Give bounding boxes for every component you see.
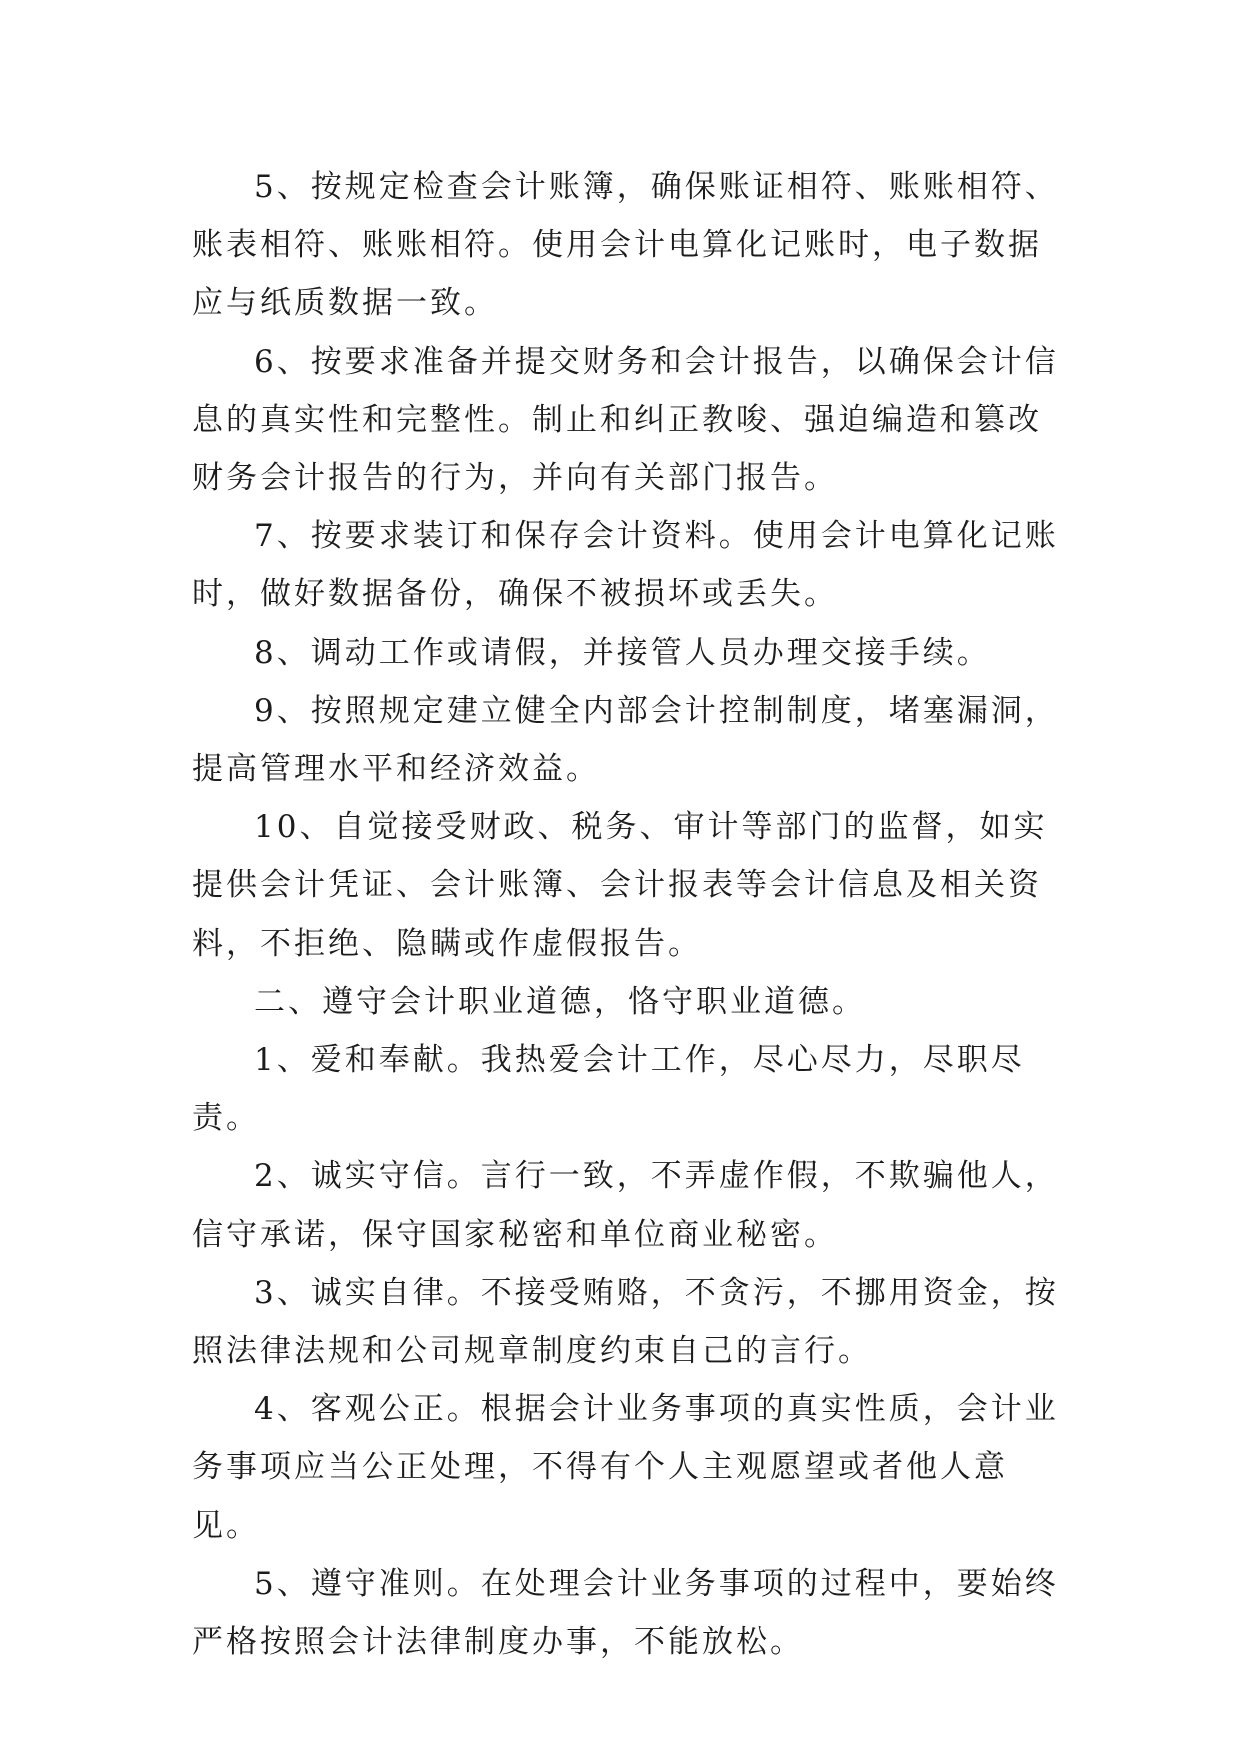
paragraph-item-8-handover: 8、调动工作或请假，并接管人员办理交接手续。: [254, 634, 991, 671]
paragraph-ethics-3-self-discipline: 3、诚实自律。不接受贿赂，不贪污，不挪用资金，按照法律法规和公司规章制度约束自己的言行。: [192, 1274, 1059, 1370]
paragraph-item-5-ledger-check: 5、按规定检查会计账簿，确保账证相符、账账相符、账表相符、账账相符。使用会计电算化记账时，电子数据应与纸质数据一致。: [192, 169, 1059, 322]
document-body: [192, 158, 1062, 1671]
paragraph-item-10-supervision: 10、自觉接受财政、税务、审计等部门的监督，如实提供会计凭证、会计账簿、会计报表等会计信息及相关资料，不拒绝、隐瞒或作虚假报告。: [192, 809, 1048, 962]
paragraph-ethics-2-integrity: 2、诚实守信。言行一致，不弄虚作假，不欺骗他人，信守承诺，保守国家秘密和单位商业秘密。: [192, 1158, 1059, 1253]
paragraph-item-9-internal-control: 9、按照规定建立健全内部会计控制制度，堵塞漏洞，提高管理水平和经济效益。: [192, 692, 1059, 788]
section-heading-professional-ethics: 二、遵守会计职业道德，恪守职业道德。: [254, 983, 866, 1020]
paragraph-ethics-4-objectivity: 4、客观公正。根据会计业务事项的真实性质，会计业务事项应当公正处理，不得有个人主观愿望或者他人意见。: [192, 1391, 1059, 1544]
paragraph-ethics-5-compliance: 5、遵守准则。在处理会计业务事项的过程中，要始终严格按照会计法律制度办事，不能放松。: [192, 1565, 1059, 1661]
paragraph-ethics-1-dedication: 1、爱和奉献。我热爱会计工作，尽心尽力，尽职尽责。: [192, 1042, 1025, 1137]
paragraph-item-7-archive-binding: 7、按要求装订和保存会计资料。使用会计电算化记账时，做好数据备份，确保不被损坏或丢失。: [192, 518, 1059, 613]
paragraph-item-6-financial-report: 6、按要求准备并提交财务和会计报告，以确保会计信息的真实性和完整性。制止和纠正教唆、强迫编造和篡改财务会计报告的行为，并向有关部门报告。: [192, 343, 1059, 497]
